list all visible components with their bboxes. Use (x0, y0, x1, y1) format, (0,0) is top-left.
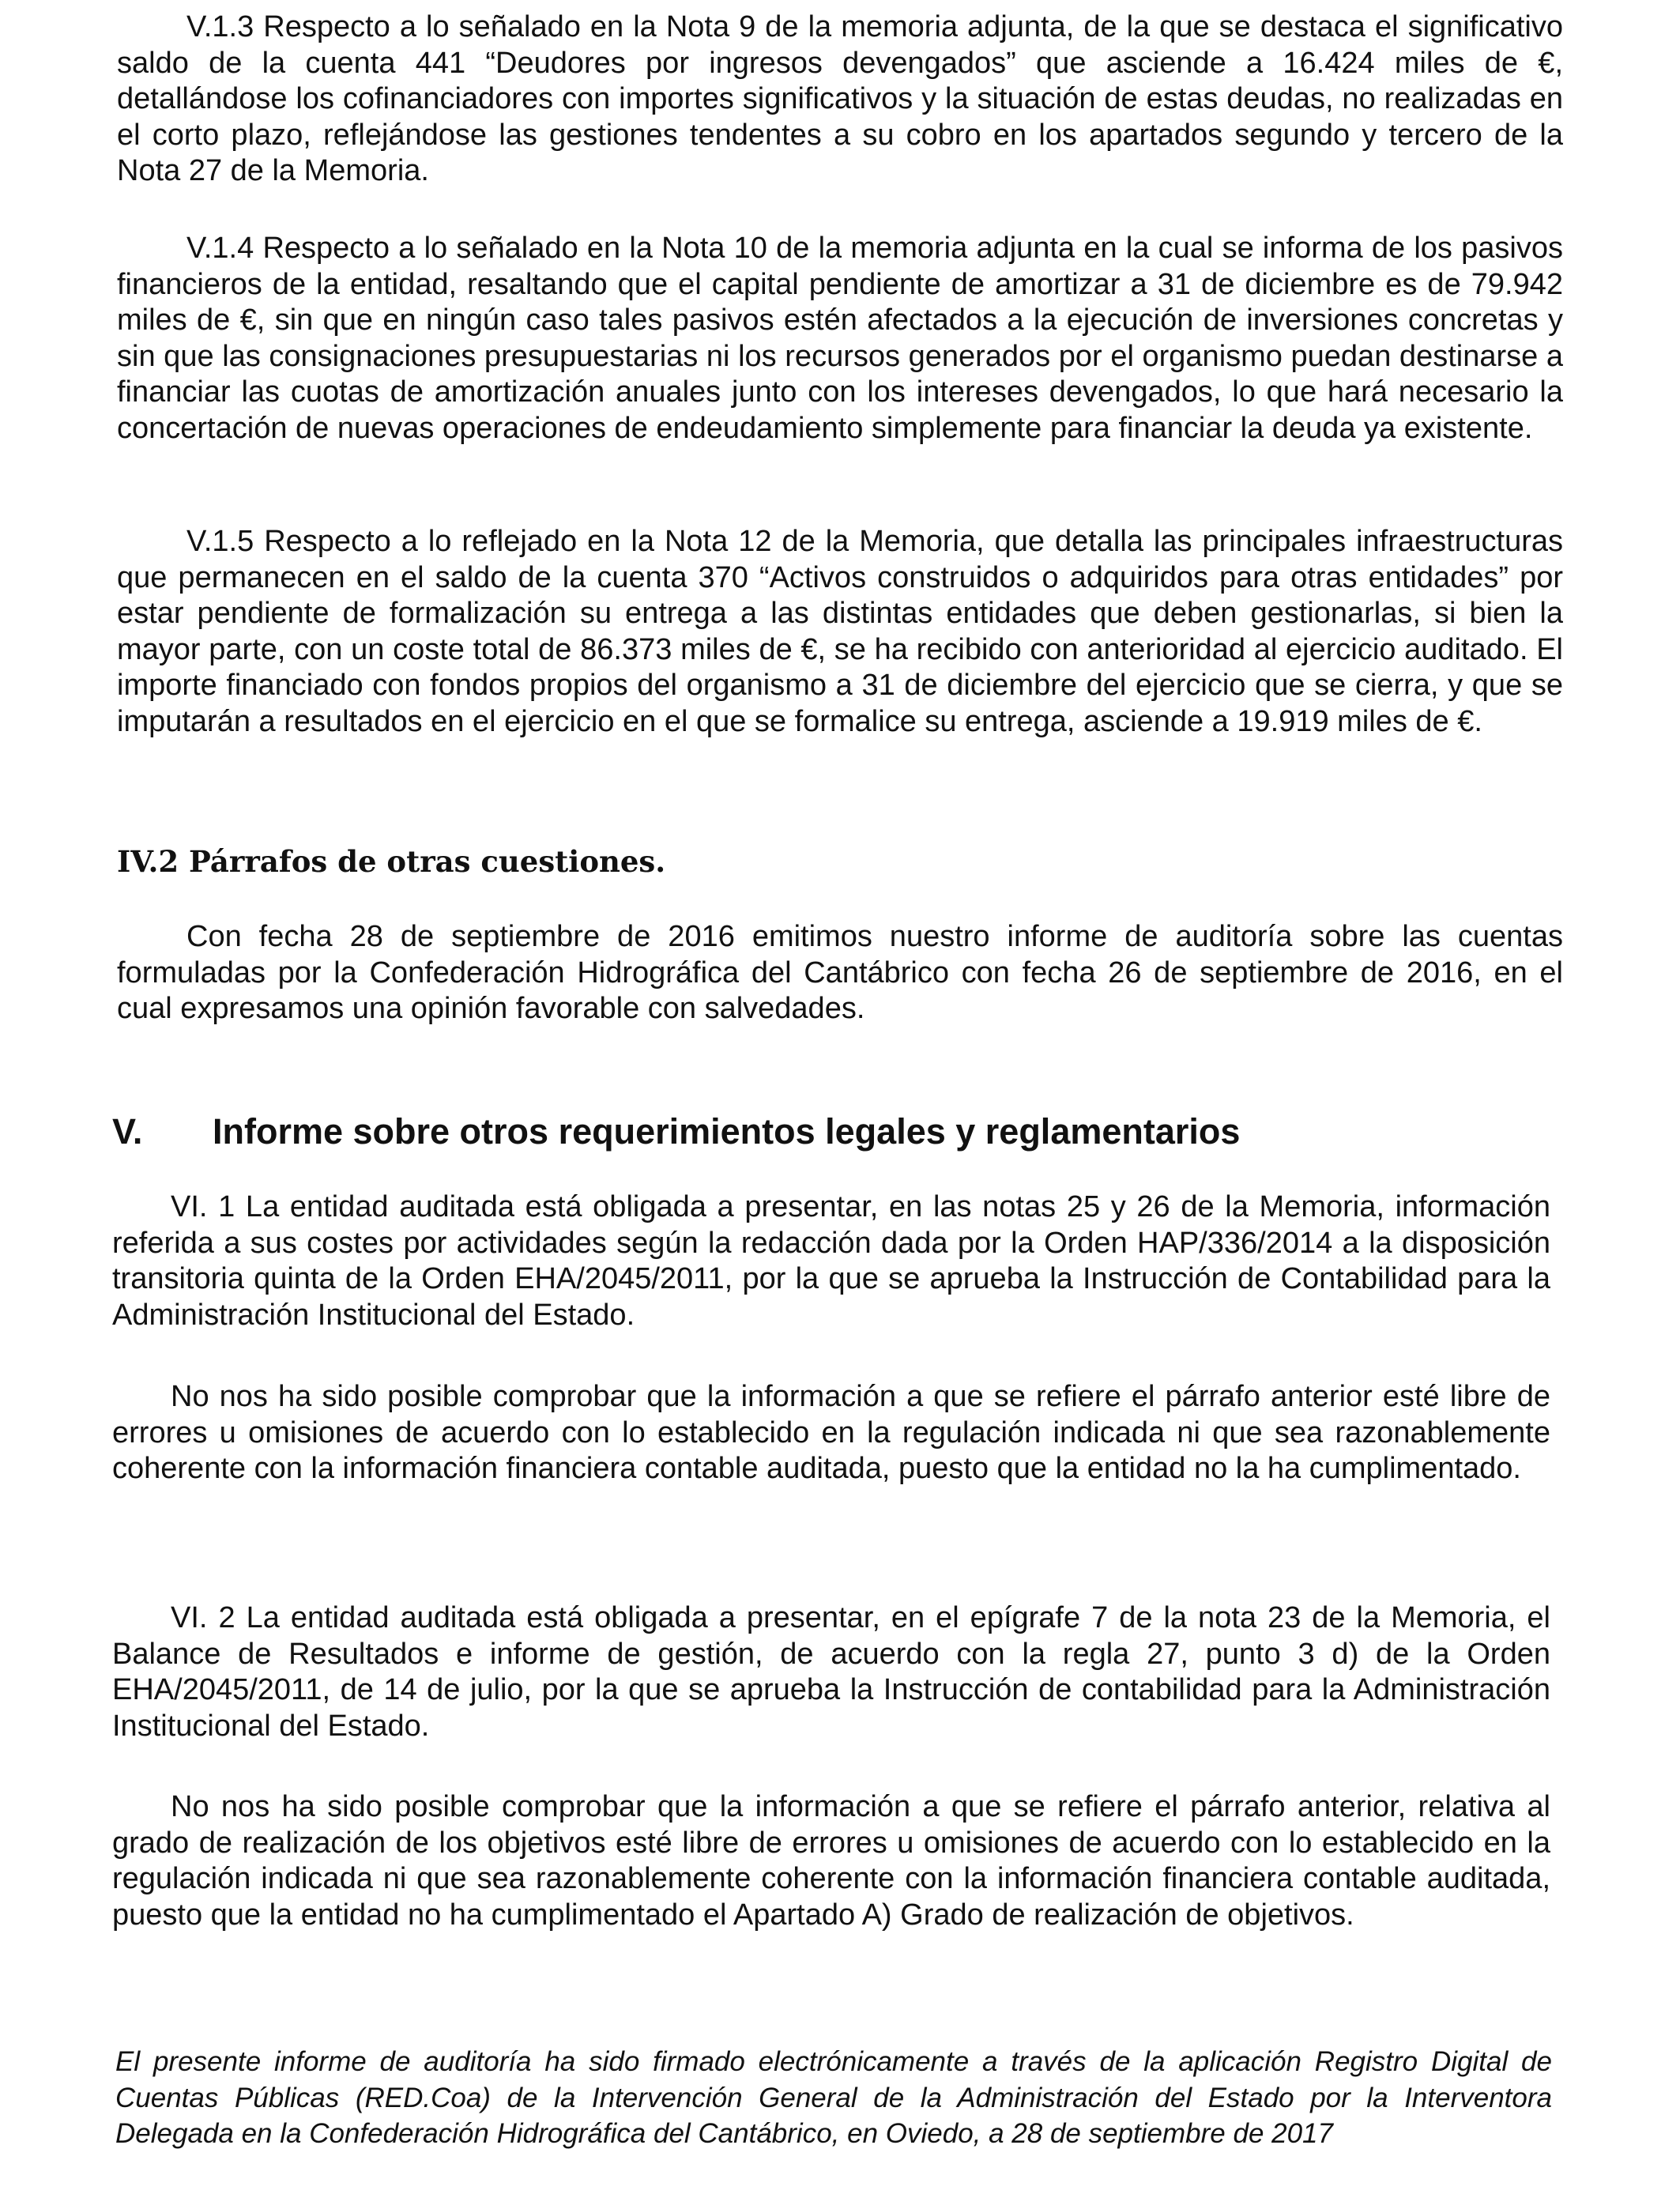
paragraph-vi-2: VI. 2 La entidad auditada está obligada a presentar, en el epígrafe 7 de la nota 23 de la Memoria, el Balance de Resultados e informe de gestión, de acuerdo con la regla 27, punto 3 d) de la Orden EHA/2045/2011, de 14 de julio, por la que se aprueba la Instrucción de contabilidad para la Administración Institucional del Estado. (112, 1601, 1550, 1743)
section-title: Informe sobre otros requerimientos legales y reglamentarios (213, 1111, 1241, 1152)
paragraph-v-1-4: V.1.4 Respecto a lo señalado en la Nota 10 de la memoria adjunta en la cual se informa de los pasivos financieros de la entidad, resaltando que el capital pendiente de amortizar a 31 de diciembre es de 79.942 miles de €, sin que en ningún caso tales pasivos estén afectados a la ejecución de inversiones concretas y sin que las consignaciones presupuestarias ni los recursos generados por el organismo puedan destinarse a financiar las cuotas de amortización anuales junto con los intereses devengados, lo que hará necesario la concertación de nuevas operaciones de endeudamiento simplemente para financiar la deuda ya existente. (117, 232, 1563, 445)
paragraph-vi-1-note: No nos ha sido posible comprobar que la información a que se refiere el párrafo anterior esté libre de errores u omisiones de acuerdo con lo establecido en la regulación indicada ni que sea razonablemente coherente con la información financiera contable auditada, puesto que la entidad no la ha cumplimentado. (112, 1380, 1550, 1485)
section-heading-v (112, 1110, 1240, 1154)
paragraph-v-1-3: V.1.3 Respecto a lo señalado en la Nota 9 de la memoria adjunta, de la que se destaca el significativo saldo de la cuenta 441 “Deudores por ingresos devengados” que asciende a 16.424 miles de €, detallándose los cofinanciadores con importes significativos y la situación de estas deudas, no realizadas en el corto plazo, reflejándose las gestiones tendentes a su cobro en los apartados segundo y tercero de la Nota 27 de la Memoria. (117, 10, 1563, 187)
paragraph-vi-1: VI. 1 La entidad auditada está obligada a presentar, en las notas 25 y 26 de la Memoria, información referida a sus costes por actividades según la redacción dada por la Orden HAP/336/2014 a la disposición transitoria quinta de la Orden EHA/2045/2011, por la que se aprueba la Instrucción de Contabilidad para la Administración Institucional del Estado. (112, 1190, 1550, 1332)
section-number: V. (112, 1111, 143, 1152)
section-heading-iv-2: IV.2 Párrafos de otras cuestiones. (117, 844, 666, 879)
signature-footer-note: El presente informe de auditoría ha sido firmado electrónicamente a través de la aplicación Registro Digital de Cuentas Públicas (RED.Coa) de la Intervención General de la Administración del Estado por la Interventora Delegada en la Confederación Hidrográfica del Cantábrico, en Oviedo, a 28 de septiembre de 2017 (115, 2046, 1552, 2149)
paragraph-iv-2-body: Con fecha 28 de septiembre de 2016 emitimos nuestro informe de auditoría sobre las cuentas formuladas por la Confederación Hidrográfica del Cantábrico con fecha 26 de septiembre de 2016, en el cual expresamos una opinión favorable con salvedades. (117, 920, 1563, 1025)
paragraph-vi-2-note: No nos ha sido posible comprobar que la información a que se refiere el párrafo anterior, relativa al grado de realización de los objetivos esté libre de errores u omisiones de acuerdo con lo establecido en la regulación indicada ni que sea razonablemente coherente con la información financiera contable auditada, puesto que la entidad no ha cumplimentado el Apartado A) Grado de realización de objetivos. (112, 1790, 1550, 1932)
paragraph-v-1-5: V.1.5 Respecto a lo reflejado en la Nota 12 de la Memoria, que detalla las principales infraestructuras que permanecen en el saldo de la cuenta 370 “Activos construidos o adquiridos para otras entidades” por estar pendiente de formalización su entrega a las distintas entidades que deben gestionarlas, si bien la mayor parte, con un coste total de 86.373 miles de €, se ha recibido con anterioridad al ejercicio auditado. El importe financiado con fondos propios del organismo a 31 de diciembre del ejercicio que se cierra, y que se imputarán a resultados en el ejercicio en el que se formalice su entrega, asciende a 19.919 miles de €. (117, 525, 1563, 738)
